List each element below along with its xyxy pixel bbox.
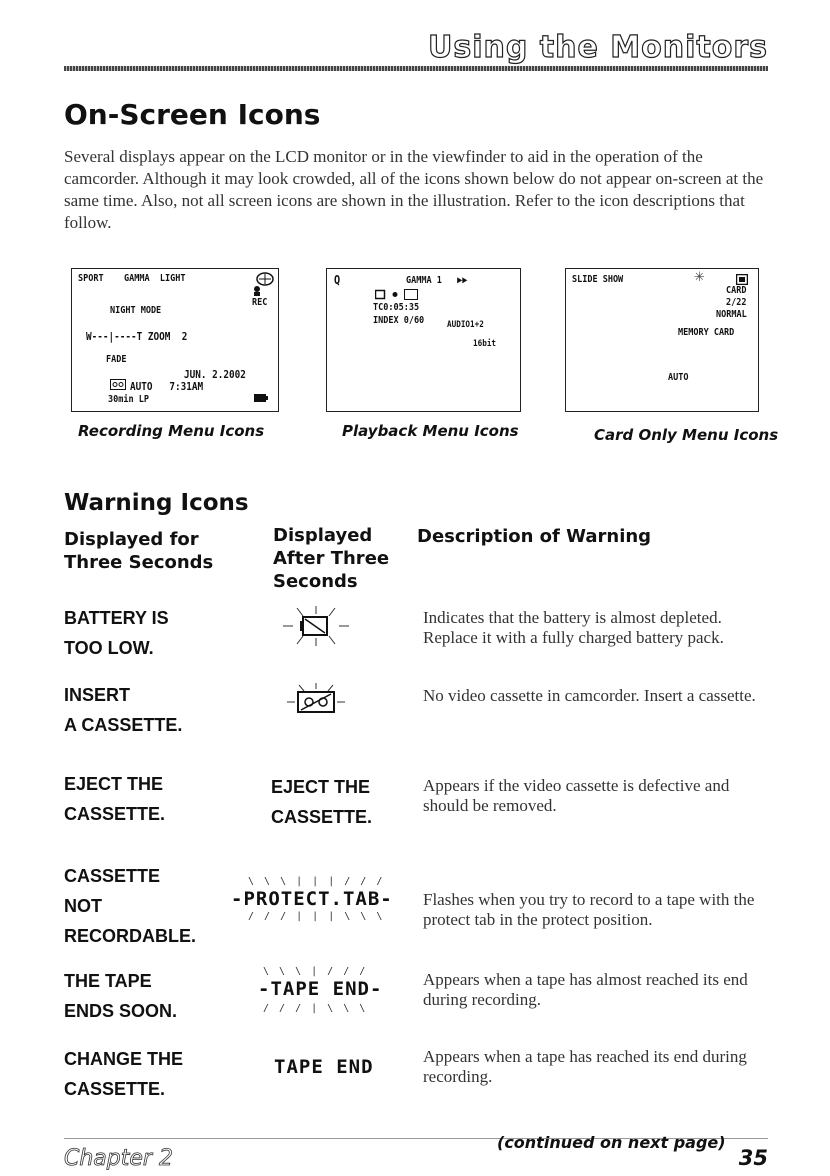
osd-line-sport-gamma-light: SPORT GAMMA LIGHT <box>78 273 186 284</box>
osd-q: Q <box>334 273 341 287</box>
osd-auto-time: AUTO 7:31AM <box>130 380 204 393</box>
cassette-icon <box>110 379 126 390</box>
column-head-three-seconds: Displayed for Three Seconds <box>64 529 214 573</box>
protect-rays-top: \ \ \ | | | / / / <box>248 876 385 887</box>
warning-label-change-cassette: CHANGE THE CASSETTE. <box>64 1049 184 1099</box>
osd-tape-remaining: 30min LP <box>108 394 149 405</box>
warning-label-battery: BATTERY IS TOO LOW. <box>64 608 169 658</box>
tape-end-warning-text: TAPE END <box>274 1056 374 1078</box>
caption-recording: Recording Menu Icons <box>78 422 265 440</box>
tape-end-dash-right: - <box>369 978 383 1000</box>
night-mode-icon <box>252 285 262 297</box>
insert-cassette-icon <box>287 683 345 719</box>
battery-icon <box>254 393 268 403</box>
card-menu-panel <box>565 268 759 412</box>
caption-playback: Playback Menu Icons <box>342 422 519 440</box>
rec-indicator: REC <box>252 297 268 308</box>
warning-desc-eject: Appears if the video cassette is defective and should be removed. <box>423 776 730 815</box>
warning-desc-not-recordable: Flashes when you try to record to a tape with the protect tab in the protect position. <box>423 890 755 929</box>
protect-dash-right: - <box>380 888 393 910</box>
tape-end-dash-left: - <box>258 978 271 1000</box>
warning-label-insert: INSERT A CASSETTE. <box>64 685 183 735</box>
tape-end-rays-bottom: / / / | \ \ \ <box>263 1003 368 1014</box>
osd-normal: NORMAL <box>716 309 747 320</box>
osd-count: 2/22 <box>726 297 747 308</box>
osd-timecode: TC0:05:35 <box>373 302 420 313</box>
playback-status-icons <box>375 289 419 301</box>
warning-desc-battery: Indicates that the battery is almost depleted. Replace it with a fully charged battery pack. <box>423 608 724 647</box>
osd-bit: 16bit <box>473 339 497 349</box>
playback-menu-panel <box>326 268 521 412</box>
warning-desc-insert: No video cassette in camcorder. Insert a cassette. <box>423 686 756 705</box>
tape-end-soon-text: TAPE END <box>270 978 370 1000</box>
protect-text: PROTECT.TAB <box>243 888 381 910</box>
header-rule <box>64 66 768 71</box>
warning-desc-change-cassette: Appears when a tape has reached its end during recording. <box>423 1047 747 1086</box>
osd-card: CARD <box>726 285 747 296</box>
recording-menu-panel <box>71 268 279 412</box>
continued-note: (continued on next page) <box>497 1133 726 1152</box>
osd-gamma-play: GAMMA 1 ▶▶ <box>406 275 468 286</box>
warning-label-tape-ends-soon: THE TAPE ENDS SOON. <box>64 971 178 1021</box>
osd-audio: AUDIO1+2 <box>447 320 484 330</box>
warning-label-eject: EJECT THE CASSETTE. <box>64 774 166 824</box>
osd-zoom-bar: W---|----T ZOOM 2 <box>86 330 188 343</box>
section-title: On-Screen Icons <box>64 98 321 131</box>
page-header-title: Using the Monitors <box>428 30 768 65</box>
osd-night-mode: NIGHT MODE <box>110 305 162 316</box>
osd-index: INDEX 0/60 <box>373 315 425 326</box>
column-head-after-three: Displayed After Three Seconds <box>273 525 390 592</box>
chapter-label: Chapter 2 <box>64 1146 173 1171</box>
caption-card: Card Only Menu Icons <box>594 426 779 444</box>
protect-rays-bottom: / / / | | | \ \ \ <box>248 911 385 922</box>
osd-memory-card: MEMORY CARD <box>678 327 735 338</box>
warning-desc-tape-ends-soon: Appears when a tape has almost reached its end during recording. <box>423 970 748 1009</box>
osd-fade: FADE <box>106 354 127 365</box>
protect-dash-left: - <box>231 888 244 910</box>
osd-auto: AUTO <box>668 372 689 383</box>
warning-after-eject: EJECT THE CASSETTE. <box>271 777 373 827</box>
warning-label-not-recordable: CASSETTE NOT RECORDABLE. <box>64 866 197 946</box>
column-head-description: Description of Warning <box>417 526 652 547</box>
intro-paragraph: Several displays appear on the LCD monitor or in the viewfinder to aid in the operation of the camcorder. Although it may look crowded, all of the icons shown below do not appear on-screen at the same time. Also, not all screen icons are shown in the illustration. Refer to the icon descriptions that follow. <box>64 147 764 232</box>
card-icon <box>736 274 748 285</box>
osd-slide-show: SLIDE SHOW <box>572 274 624 285</box>
tape-end-soon-warning-text <box>258 978 382 1000</box>
sun-icon: ✳ <box>694 270 705 285</box>
tape-end-rays-top: \ \ \ | / / / <box>263 966 368 977</box>
osd-date: JUN. 2.2002 <box>184 368 246 381</box>
warning-section-title: Warning Icons <box>64 490 249 516</box>
page-number: 35 <box>738 1146 768 1170</box>
protect-tab-warning-text <box>231 888 393 910</box>
light-icon <box>256 272 274 286</box>
battery-warning-icon <box>283 604 349 648</box>
